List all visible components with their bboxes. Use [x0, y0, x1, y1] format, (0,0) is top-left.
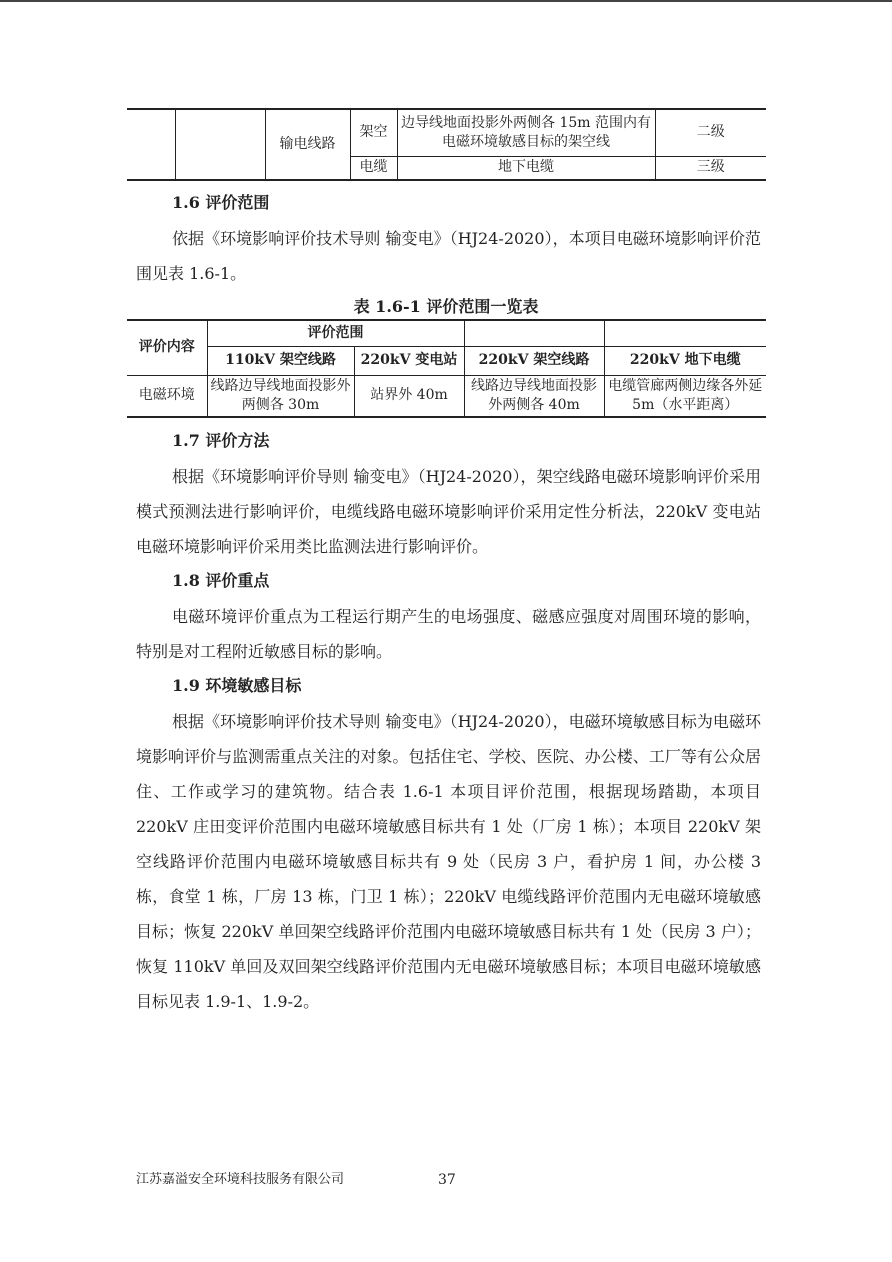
level-cell: 三级 [655, 156, 766, 180]
category-cell: 输电线路 [265, 109, 350, 180]
table-cell: 站界外 40m [354, 375, 464, 417]
section-paragraph-1-6: 依据《环境影响评价技术导则 输变电》（HJ24-2020），本项目电磁环境影响评价范围见表 1.6-1。 [136, 229, 761, 283]
type-cell: 架空 [350, 109, 397, 156]
section-heading-1-9: 1.9 环境敏感目标 [172, 676, 302, 695]
table-cell: 电缆管廊两侧边缘各外延 5m（水平距离） [604, 375, 766, 417]
page-top-border [0, 0, 892, 2]
condition-cell: 边导线地面投影外两侧各 15m 范围内有电磁环境敏感目标的架空线 [397, 109, 655, 156]
table-cell: 线路边导线地面投影外两侧各 40m [464, 375, 604, 417]
empty-cell [175, 109, 265, 180]
table-cell: 线路边导线地面投影外两侧各 30m [207, 375, 354, 417]
column-header: 110kV 架空线路 [207, 346, 354, 375]
empty-header-cell [464, 320, 604, 346]
page-number: 37 [438, 1172, 456, 1188]
type-cell: 电缆 [350, 156, 397, 180]
header-range: 评价范围 [207, 320, 464, 346]
column-header: 220kV 变电站 [354, 346, 464, 375]
column-header: 220kV 架空线路 [464, 346, 604, 375]
empty-header-cell [604, 320, 766, 346]
evaluation-scope-table [127, 319, 766, 418]
condition-cell: 地下电缆 [397, 156, 655, 180]
table-caption: 表 1.6-1 评价范围一览表 [353, 297, 539, 316]
section-paragraph-1-8: 电磁环境评价重点为工程运行期产生的电场强度、磁感应强度对周围环境的影响，特别是对工程附近敏感目标的影响。 [136, 607, 761, 661]
section-paragraph-1-7: 根据《环境影响评价导则 输变电》（HJ24-2020），架空线路电磁环境影响评价采用模式预测法进行影响评价，电缆线路电磁环境影响评价采用定性分析法，220kV 变电站电磁环境影响评价采用类比监测法进行影响评价。 [136, 467, 761, 556]
section-paragraph-1-9: 根据《环境影响评价技术导则 输变电》（HJ24-2020），电磁环境敏感目标为电磁环境影响评价与监测需重点关注的对象。包括住宅、学校、医院、办公楼、工厂等有公众居住、工作或学习的建筑物。结合表 1.6-1 本项目评价范围，根据现场踏勘，本项目 220kV 庄田变评价范围内电磁环境敏感目标共有 1 处（厂房 1 栋）；本项目 220kV 架空线路评价范围内电磁环境敏感目标共有 9 处（民房 3 户，看护房 1 间，办公楼 3 栋，食堂 1 栋，厂房 13 栋，门卫 1 栋）；220kV 电缆线路评价范围内无电磁环境敏感目标；恢复 220kV 单回架空线路评价范围内电磁环境敏感目标共有 1 处（民房 3 户）；恢复 110kV 单回及双回架空线路评价范围内无电磁环境敏感目标；本项目电磁环境敏感目标见表 1.9-1、1.9-2。 [136, 712, 761, 1011]
level-cell: 二级 [655, 109, 766, 156]
section-heading-1-8: 1.8 评价重点 [172, 571, 270, 590]
section-heading-1-6: 1.6 评价范围 [172, 193, 270, 212]
classification-table [127, 108, 766, 181]
column-header: 220kV 地下电缆 [604, 346, 766, 375]
section-heading-1-7: 1.7 评价方法 [172, 431, 270, 450]
empty-cell [127, 109, 175, 180]
row-label: 电磁环境 [127, 375, 207, 417]
header-content: 评价内容 [138, 339, 195, 356]
footer-company: 江苏嘉溢安全环境科技服务有限公司 [136, 1172, 345, 1187]
